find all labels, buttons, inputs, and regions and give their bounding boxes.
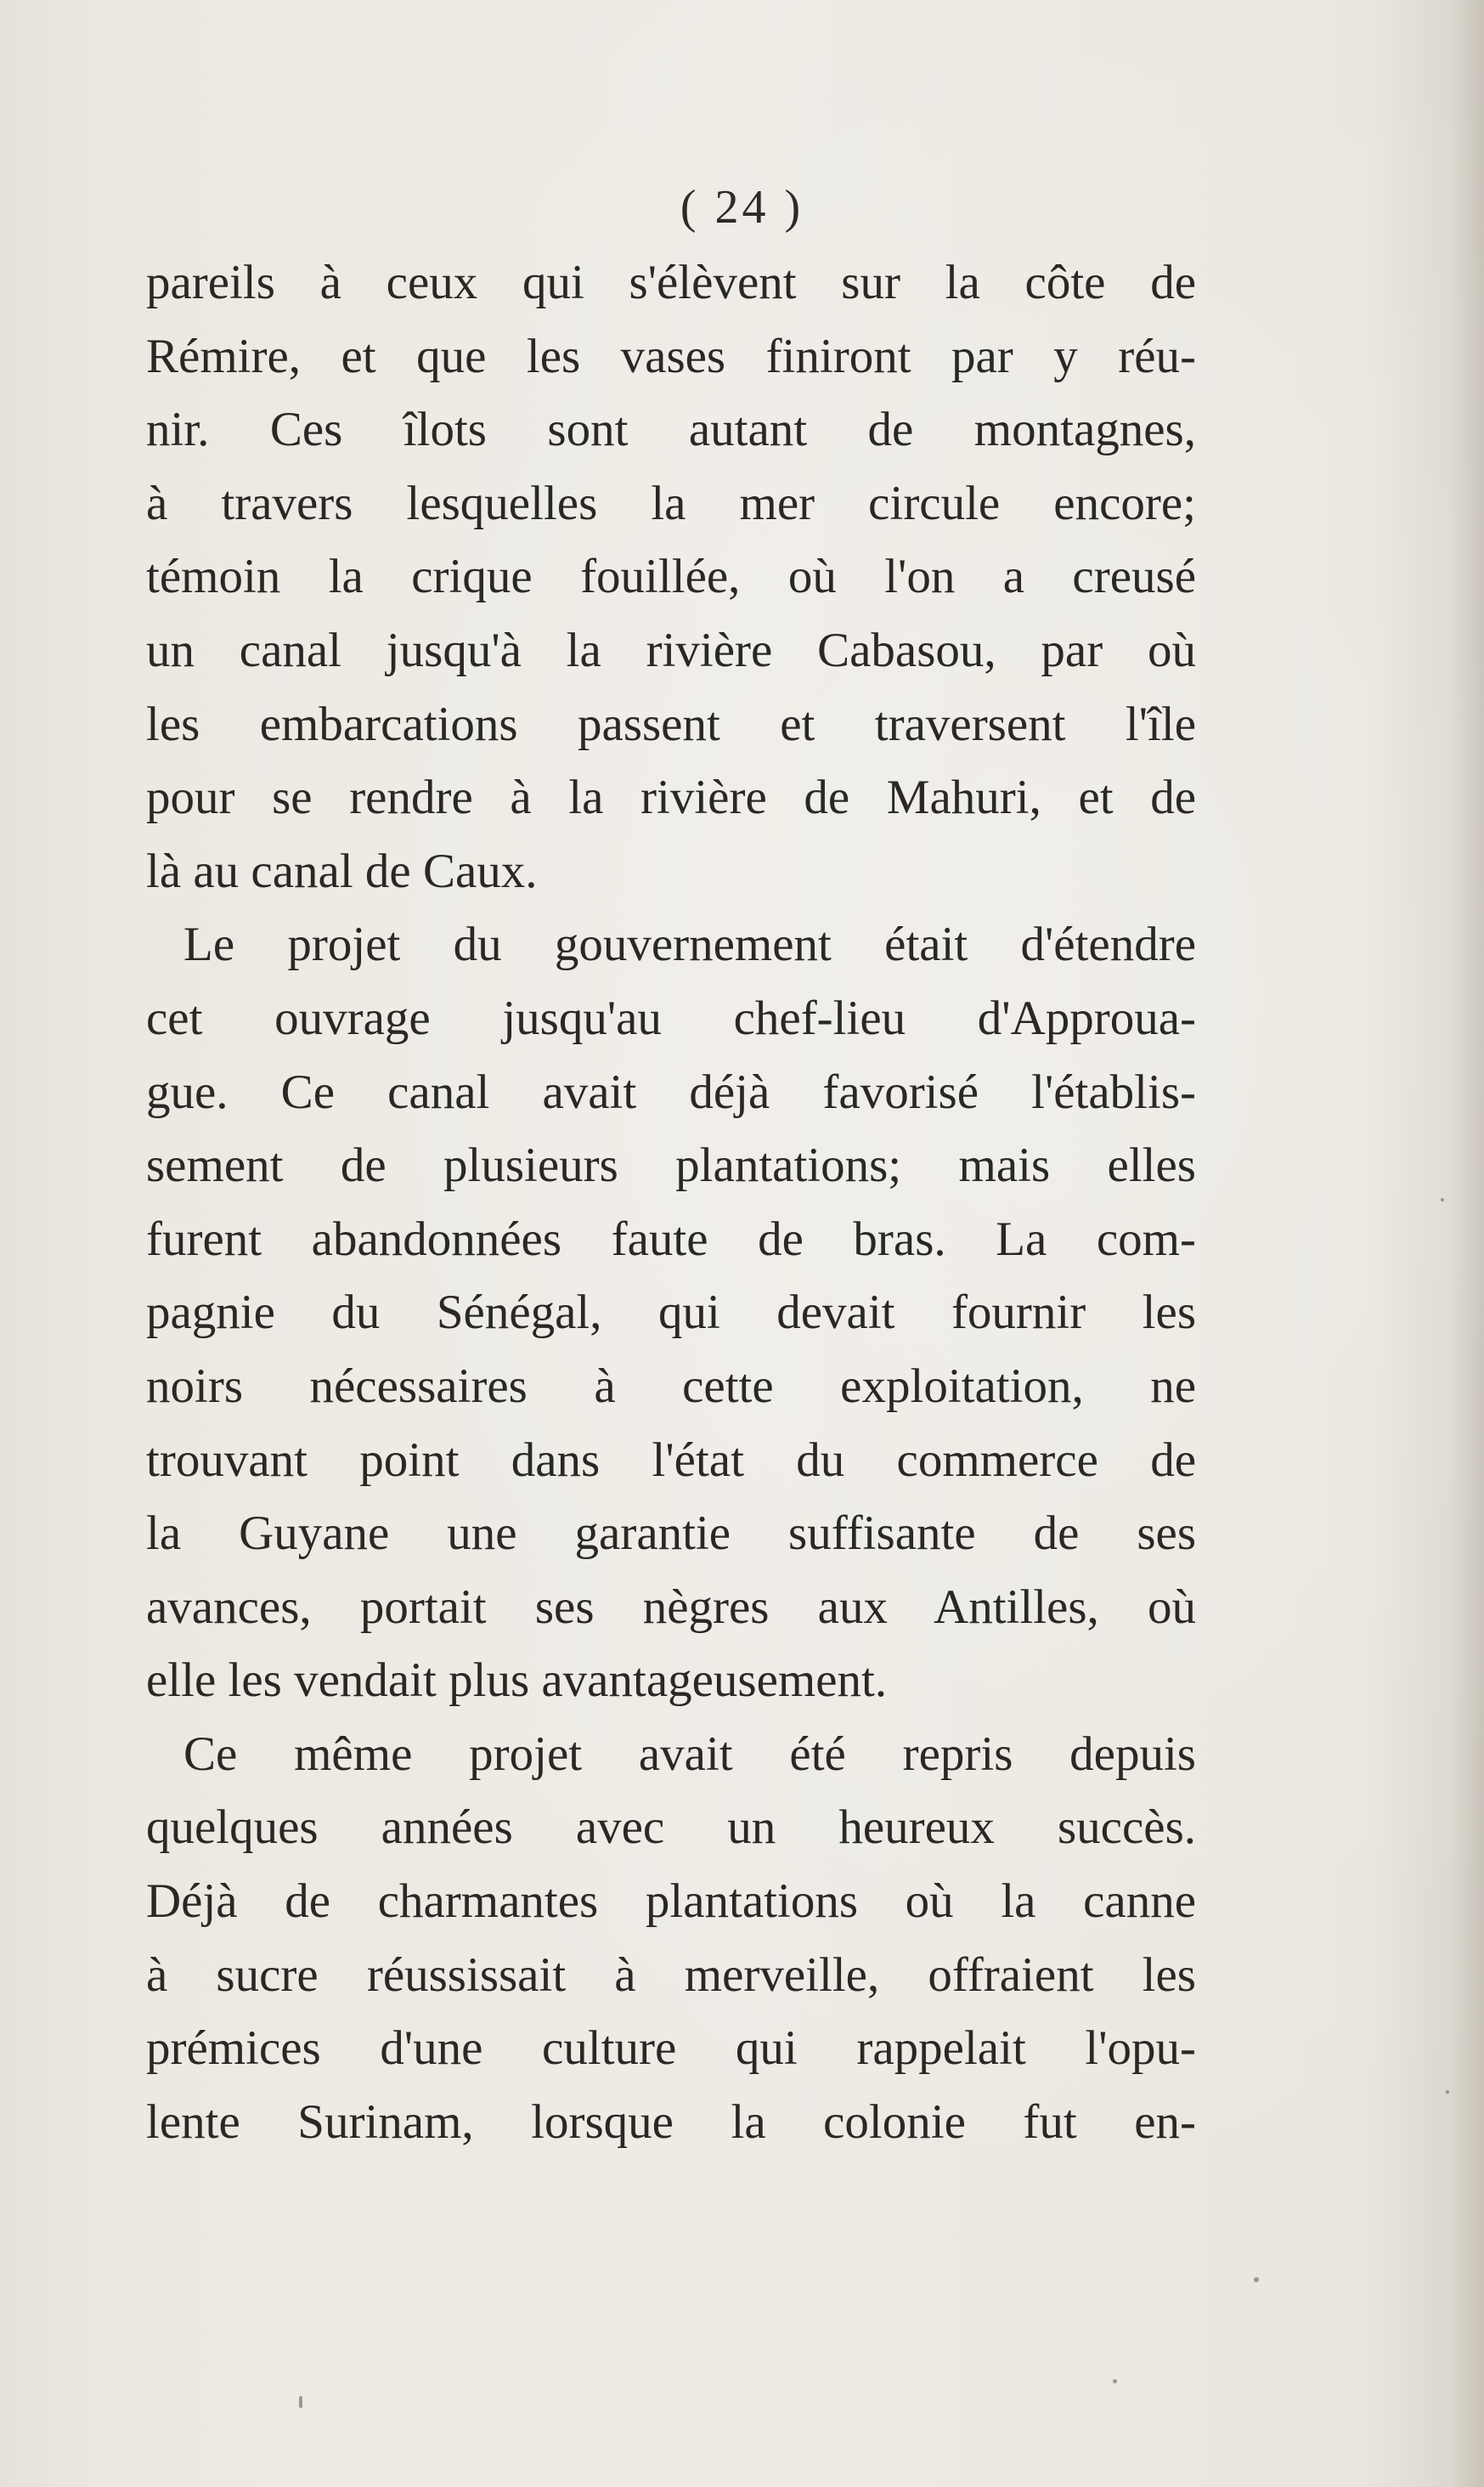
paragraph-2 (146, 908, 1196, 1718)
text-line: elle les vendait plus avantageusement. (146, 1653, 888, 1708)
text-line: là au canal de Caux. (146, 844, 538, 898)
text-line: Le projet du gouvernement était d'étendre (183, 918, 1196, 972)
text-line: témoin la crique fouillée, où l'on a creusé (146, 550, 1196, 604)
body-text (146, 246, 1196, 2159)
text-line: noirs nécessaires à cette exploitation, ne (146, 1359, 1196, 1413)
text-line: pagnie du Sénégal, qui devait fournir les (146, 1286, 1196, 1340)
text-line: avances, portait ses nègres aux Antilles, où (146, 1580, 1196, 1634)
text-line: à sucre réussissait à merveille, offraient les (146, 1947, 1196, 2002)
text-line: la Guyane une garantie suffisante de ses (146, 1506, 1196, 1561)
text-line: sement de plusieurs plantations; mais elles (146, 1139, 1196, 1193)
text-line: trouvant point dans l'état du commerce de (146, 1433, 1196, 1487)
text-line: Déjà de charmantes plantations où la canne (146, 1874, 1196, 1929)
paragraph-1 (146, 246, 1196, 908)
text-line: nir. Ces îlots sont autant de montagnes, (146, 403, 1196, 457)
paper-speck (1446, 2090, 1449, 2094)
text-line: furent abandonnées faute de bras. La com- (146, 1212, 1196, 1266)
paper-speck (1441, 1198, 1444, 1201)
page-edge-shadow (1450, 0, 1484, 2487)
text-line: prémices d'une culture qui rappelait l'opu- (146, 2021, 1196, 2076)
text-line: gue. Ce canal avait déjà favorisé l'établis- (146, 1065, 1196, 1119)
text-line: Ce même projet avait été repris depuis (183, 1727, 1196, 1781)
text-line: cet ouvrage jusqu'au chef-lieu d'Approua- (146, 991, 1196, 1045)
paper-speck (1254, 2277, 1259, 2282)
paragraph-3 (146, 1718, 1196, 2160)
text-line: un canal jusqu'à la rivière Cabasou, par où (146, 623, 1196, 677)
text-line: à travers lesquelles la mer circule encore; (146, 476, 1196, 530)
text-line: pareils à ceux qui s'élèvent sur la côte de (146, 256, 1196, 309)
paper-speck (1113, 2379, 1117, 2383)
text-line: Rémire, et que les vases finiront par y réu- (146, 329, 1196, 383)
text-line: les embarcations passent et traversent l'île (146, 697, 1196, 751)
text-line: pour se rendre à la rivière de Mahuri, et de (146, 771, 1196, 825)
page-number: ( 24 ) (680, 181, 804, 234)
paper-speck (299, 2396, 302, 2408)
text-line: quelques années avec un heureux succès. (146, 1800, 1196, 1855)
text-line: lente Surinam, lorsque la colonie fut en- (146, 2094, 1196, 2149)
